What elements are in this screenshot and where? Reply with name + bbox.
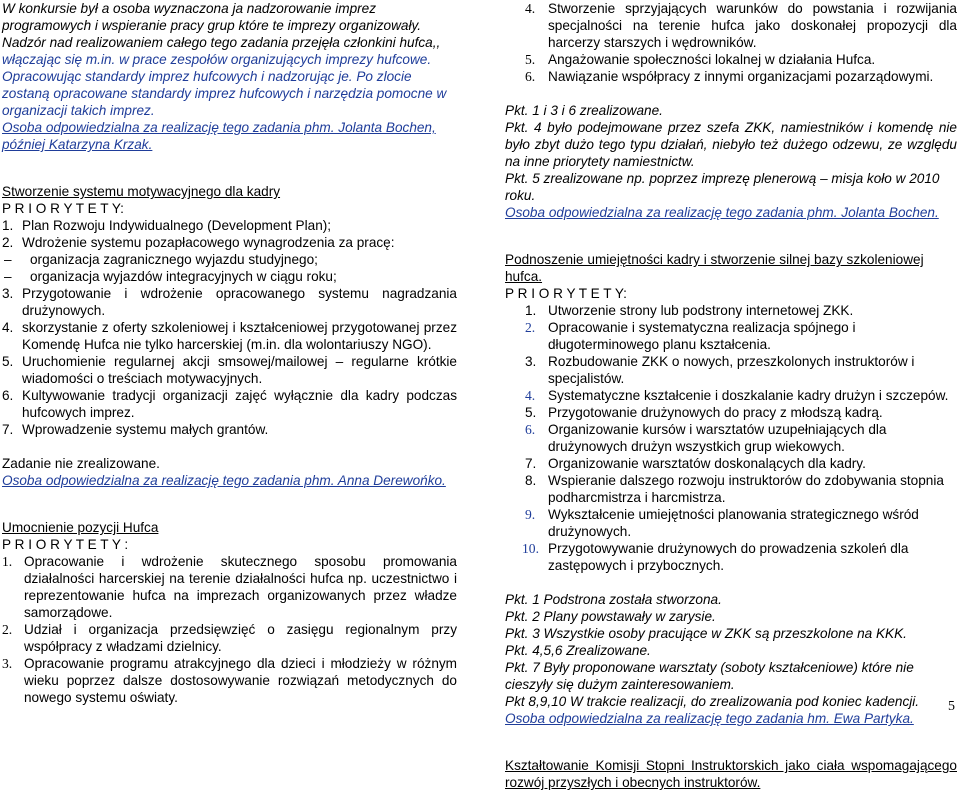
item-text: Utworzenie strony lub podstrony internetowej ZKK. [548, 303, 854, 318]
s3-note-4: Pkt. 4,5,6 Zrealizowane. [505, 643, 651, 658]
sub-item-text: organizacja zagranicznego wyjazdu studyjnego; [30, 252, 318, 267]
list-item [505, 455, 957, 472]
item-text: Opracowanie i wdrożenie skutecznego sposobu promowania działalności harcerskiej na terenie działalności hufca np. uczestnictwo i reprezentowanie hufca na imprezach organizowanych przez władze samorządowe. [24, 554, 457, 620]
item-text: Organizowanie warsztatów doskonalących dla kadry. [548, 456, 866, 471]
item-number: 3. [2, 656, 13, 671]
item-number: 6. [525, 422, 536, 437]
intro-line-4: włączając się m.in. w prace zespołów organizujących imprezy hufcowe. [2, 52, 432, 67]
item-text: Udział i organizacja przedsięwzięć o zasięgu regionalnym przy współpracy z władzami dzielnicy. [24, 622, 457, 654]
list-item [2, 621, 457, 655]
item-number: 8. [525, 473, 537, 488]
item-number: 3. [2, 286, 14, 301]
dash-bullet: – [4, 269, 12, 284]
item-number: 2. [525, 320, 536, 335]
item-number: 3. [525, 354, 537, 369]
section2-priorytety: P R I O R Y T E T Y : [2, 537, 129, 552]
dash-bullet: – [4, 252, 12, 267]
item-number: 7. [525, 456, 537, 471]
item-number: 1. [2, 554, 13, 569]
intro-line-6: Po zlocie zostaną opracowane standardy imprez hufcowych i narzędzia pomocne w organizacji takich imprez. [2, 69, 447, 118]
note-2: Pkt. 4 było podejmowane przez szefa ZKK, namiestników i komendę nie było zbyt dużo tego typu działań, niebyło też dużego odzewu, ze względu na inne priorytety namiestnictw. [505, 120, 957, 169]
item-number: 5. [2, 354, 14, 369]
left-column [2, 0, 457, 706]
item-text: Organizowanie kursów i warsztatów uzupełniających dla drużynowych drużyn wszystkich grup wiekowych. [548, 422, 887, 454]
item-number: 6. [2, 388, 14, 403]
intro-line-3: Nadzór nad realizowaniem całego tego zadania przejęła członkini hufca,, [2, 35, 441, 50]
list-item [2, 553, 457, 621]
right-column [505, 0, 957, 791]
intro-osoba: Osoba odpowiedzialna za realizację tego zadania phm. Jolanta Bochen, później Katarzyna Krzak. [2, 120, 436, 152]
item-text: Nawiązanie współpracy z innymi organizacjami pozarządowymi. [548, 69, 934, 84]
section1-status: Zadanie nie zrealizowane. [2, 456, 160, 471]
list-item [505, 387, 957, 404]
item-number: 6. [525, 69, 536, 84]
section4-title: Kształtowanie Komisji Stopni Instruktorskich jako ciała wspomagającego rozwój przyszłych i obecnych instruktorów. [505, 758, 957, 790]
item-number: 10. [522, 541, 539, 556]
item-text: Przygotowywanie drużynowych do prowadzenia szkoleń dla zastępowych i przybocznych. [548, 541, 909, 573]
item-number: 1. [525, 303, 537, 318]
s3-note-2: Pkt. 2 Plany powstawały w zarysie. [505, 609, 716, 624]
item-text: Uruchomienie regularnej akcji smsowej/mailowej – regularne krótkie wiadomości o treściach motywacyjnych. [22, 354, 457, 386]
intro-line-2: programowych i wspieranie pracy grup które te imprezy organizowały. [2, 18, 422, 33]
section1-osoba: Osoba odpowiedzialna za realizację tego zadania phm. Anna Derewońko. [2, 473, 446, 488]
list-item [2, 421, 457, 438]
item-text: Opracowanie i systematyczna realizacja spójnego i długoterminowego planu kształcenia. [548, 320, 856, 352]
page-number: 5 [948, 699, 955, 714]
list-item [505, 353, 957, 387]
list-item [2, 217, 457, 234]
item-number: 4. [2, 320, 14, 335]
note-1: Pkt. 1 i 3 i 6 zrealizowane. [505, 103, 663, 118]
s3-note-1: Pkt. 1 Podstrona została stworzona. [505, 592, 722, 607]
item-number: 5. [525, 405, 537, 420]
item-number: 1. [2, 218, 14, 233]
item-number: 7. [2, 422, 14, 437]
list-item [505, 506, 957, 540]
item-text: Opracowanie programu atrakcyjnego dla dzieci i młodzieży w różnym wieku poprzez dalsze dostosowywanie rozwiązań metodycznych do nowego systemu oświaty. [24, 656, 457, 705]
item-text: skorzystanie z oferty szkoleniowej i kształceniowej przygotowanej przez Komendę Hufca nie tylko harcerskiej (m.in. dla wolontariuszy NGO). [22, 320, 457, 352]
item-number: 4. [525, 1, 536, 16]
list-item [505, 421, 957, 455]
item-text: Systematyczne kształcenie i doszkalanie kadry drużyn i szczepów. [548, 388, 949, 403]
item-text: Plan Rozwoju Indywidualnego (Development Plan); [22, 218, 332, 233]
s3-note-osoba: Osoba odpowiedzialna za realizację tego zadania hm. Ewa Partyka. [505, 711, 914, 726]
note-osoba: Osoba odpowiedzialna za realizację tego zadania phm. Jolanta Bochen. [505, 205, 939, 220]
list-item [505, 540, 957, 574]
note-3: Pkt. 5 zrealizowane np. poprzez imprezę plenerową – misja koło w 2010 roku. [505, 171, 940, 203]
item-text: Angażowanie społeczności lokalnej w działania Hufca. [548, 52, 876, 67]
list-item [505, 68, 957, 85]
list-item [2, 387, 457, 421]
item-number: 4. [525, 388, 536, 403]
item-text: Przygotowanie i wdrożenie opracowanego systemu nagradzania drużynowych. [22, 286, 457, 318]
s3-note-6: Pkt 8,9,10 W trakcie realizacji, do zrealizowania pod koniec kadencji. [505, 694, 920, 709]
s3-note-3: Pkt. 3 Wszystkie osoby pracujące w ZKK są przeszkolone na KKK. [505, 626, 907, 641]
item-text: Wspieranie dalszego rozwoju instruktorów do zdobywania stopnia podharcmistrza i harcmistrza. [548, 473, 944, 505]
item-number: 5. [525, 52, 536, 67]
item-text: Stworzenie sprzyjających warunków do powstania i rozwijania specjalności na terenie hufca jako doskonałej propozycji dla harcerzy starszych i wędrowników. [548, 1, 957, 50]
sub-item [2, 268, 457, 285]
section3-title: Podnoszenie umiejętności kadry i stworzenie silnej bazy szkoleniowej hufca. [505, 252, 924, 284]
item-text: Kultywowanie tradycji organizacji zajęć wyłącznie dla kadry podczas hufcowych imprez. [22, 388, 457, 420]
item-text: Rozbudowanie ZKK o nowych, przeszkolonych instruktorów i specjalistów. [548, 354, 915, 386]
s3-note-5: Pkt. 7 Były proponowane warsztaty (soboty kształceniowe) które nie cieszyły się dużym zainteresowaniem. [505, 660, 914, 692]
item-text: Wykształcenie umiejętności planowania strategicznego wśród drużynowych. [548, 507, 919, 539]
item-number: 9. [525, 507, 536, 522]
section1-priorytety: P R I O R Y T E T Y: [2, 201, 124, 216]
list-item [2, 319, 457, 353]
item-number: 2. [2, 622, 13, 637]
item-text: Wprowadzenie systemu małych grantów. [22, 422, 269, 437]
section1-title: Stworzenie systemu motywacyjnego dla kadry [2, 184, 281, 199]
section2-title: Umocnienie pozycji Hufca [2, 520, 159, 535]
list-item [2, 655, 457, 706]
list-item [2, 285, 457, 319]
section3-priorytety: P R I O R Y T E T Y: [505, 286, 627, 301]
list-item [505, 472, 957, 506]
item-text: Przygotowanie drużynowych do pracy z młodszą kadrą. [548, 405, 883, 420]
list-item [505, 404, 957, 421]
list-item [2, 353, 457, 387]
intro-line-1: W konkursie był a osoba wyznaczona ja nadzorowanie imprez [2, 1, 377, 16]
list-item [2, 234, 457, 251]
list-item [505, 51, 957, 68]
list-item [505, 319, 957, 353]
item-text: Wdrożenie systemu pozapłacowego wynagrodzenia za pracę: [22, 235, 395, 250]
list-item [505, 0, 957, 51]
list-item [505, 302, 957, 319]
intro-para [2, 68, 457, 119]
item-number: 2. [2, 235, 14, 250]
sub-item [2, 251, 457, 268]
intro-line-5: Opracowując standardy imprez hufcowych i nadzorując je. [2, 69, 353, 84]
sub-item-text: organizacja wyjazdów integracyjnych w ciągu roku; [30, 269, 337, 284]
